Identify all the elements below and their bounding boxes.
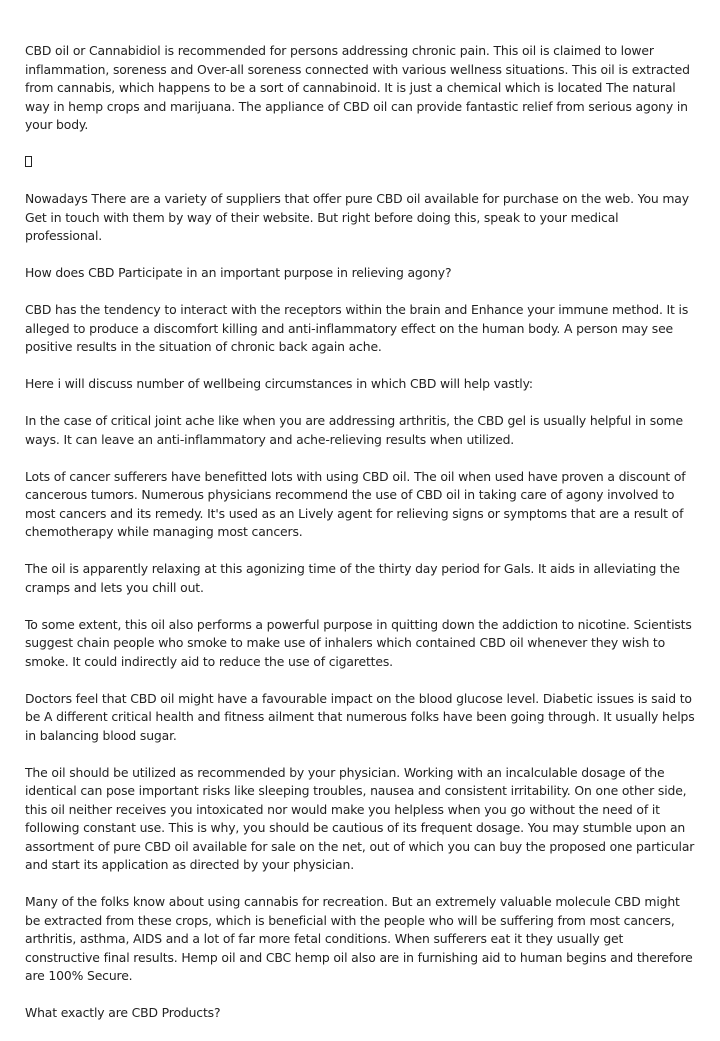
- paragraph-products-heading: What exactly are CBD Products?: [25, 1005, 221, 1020]
- paragraph-question: How does CBD Participate in an important purpose in relieving agony?: [25, 265, 452, 280]
- paragraph-blood-glucose: Doctors feel that CBD oil might have a favourable impact on the blood glucose level. Diabetic issues is said to be A different critical health and fitness ailment that numerous folks have been going through. It usually helps in balancing blood sugar.: [25, 690, 695, 743]
- paragraph-nicotine: To some extent, this oil also performs a powerful purpose in quitting down the addiction to nicotine. Scientists suggest chain people who smoke to make use of inhalers which contained CBD oil whenever they wish to smoke. It could indirectly aid to reduce the use of cigarettes.: [25, 616, 692, 669]
- missing-image-placeholder: [25, 153, 695, 172]
- paragraph-cramps: The oil is apparently relaxing at this agonizing time of the thirty day period for Gals. It aids in alleviating the cramps and lets you chill out.: [25, 561, 680, 595]
- paragraph-dosage: The oil should be utilized as recommended by your physician. Working with an incalculable dosage of the identical can pose important risks like sleeping troubles, nausea and consistent irritability. On one other side, this oil neither receives you intoxicated nor would make you helpless when you go without the need of it following constant use. This is why, you should be cautious of its frequent dosage. You may stumble upon an assortment of pure CBD oil available for sale on the net, out of which you can buy the proposed one particular and start its application as directed by your physician.: [25, 764, 695, 872]
- missing-glyph-icon: [25, 156, 32, 167]
- paragraph-receptors: CBD has the tendency to interact with the receptors within the brain and Enhance your immune method. It is alleged to produce a discomfort killing and anti-inflammatory effect on the human body. A person may see positive results in the situation of chronic back again ache.: [25, 302, 689, 354]
- paragraph-suppliers: Nowadays There are a variety of suppliers that offer pure CBD oil available for purchase on the web. You may Get in touch with them by way of their website. But right before doing this, speak to your medical professional.: [25, 191, 689, 243]
- article-body: [25, 42, 695, 1041]
- paragraph-arthritis: In the case of critical joint ache like when you are addressing arthritis, the CBD gel is usually helpful in some ways. It can leave an anti-inflammatory and ache-relieving results when utilized.: [25, 413, 683, 447]
- paragraph-cancer: Lots of cancer sufferers have benefitted lots with using CBD oil. The oil when used have proven a discount of cancerous tumors. Numerous physicians recommend the use of CBD oil in taking care of agony involved to most cancers and its remedy. It's used as an Lively agent for relieving signs or symptoms that are a result of chemotherapy while managing most cancers.: [25, 468, 686, 539]
- paragraph-circumstances: Here i will discuss number of wellbeing circumstances in which CBD will help vastly:: [25, 376, 533, 391]
- paragraph-intro: CBD oil or Cannabidiol is recommended for persons addressing chronic pain. This oil is claimed to lower inflammation, soreness and Over-all soreness connected with various wellness situations. This oil is extracted from cannabis, which happens to be a sort of cannabinoid. It is just a chemical which is located The natural way in hemp crops and marijuana. The appliance of CBD oil can provide fantastic relief from serious agony in your body.: [25, 43, 690, 132]
- paragraph-recreation: Many of the folks know about using cannabis for recreation. But an extremely valuable molecule CBD might be extracted from these crops, which is beneficial with the people who will be suffering from most cancers, arthritis, asthma, AIDS and a lot of far more fetal conditions. When sufferers eat it they usually get constructive final results. Hemp oil and CBC hemp oil also are in furnishing aid to human begins and therefore are 100% Secure.: [25, 894, 693, 983]
